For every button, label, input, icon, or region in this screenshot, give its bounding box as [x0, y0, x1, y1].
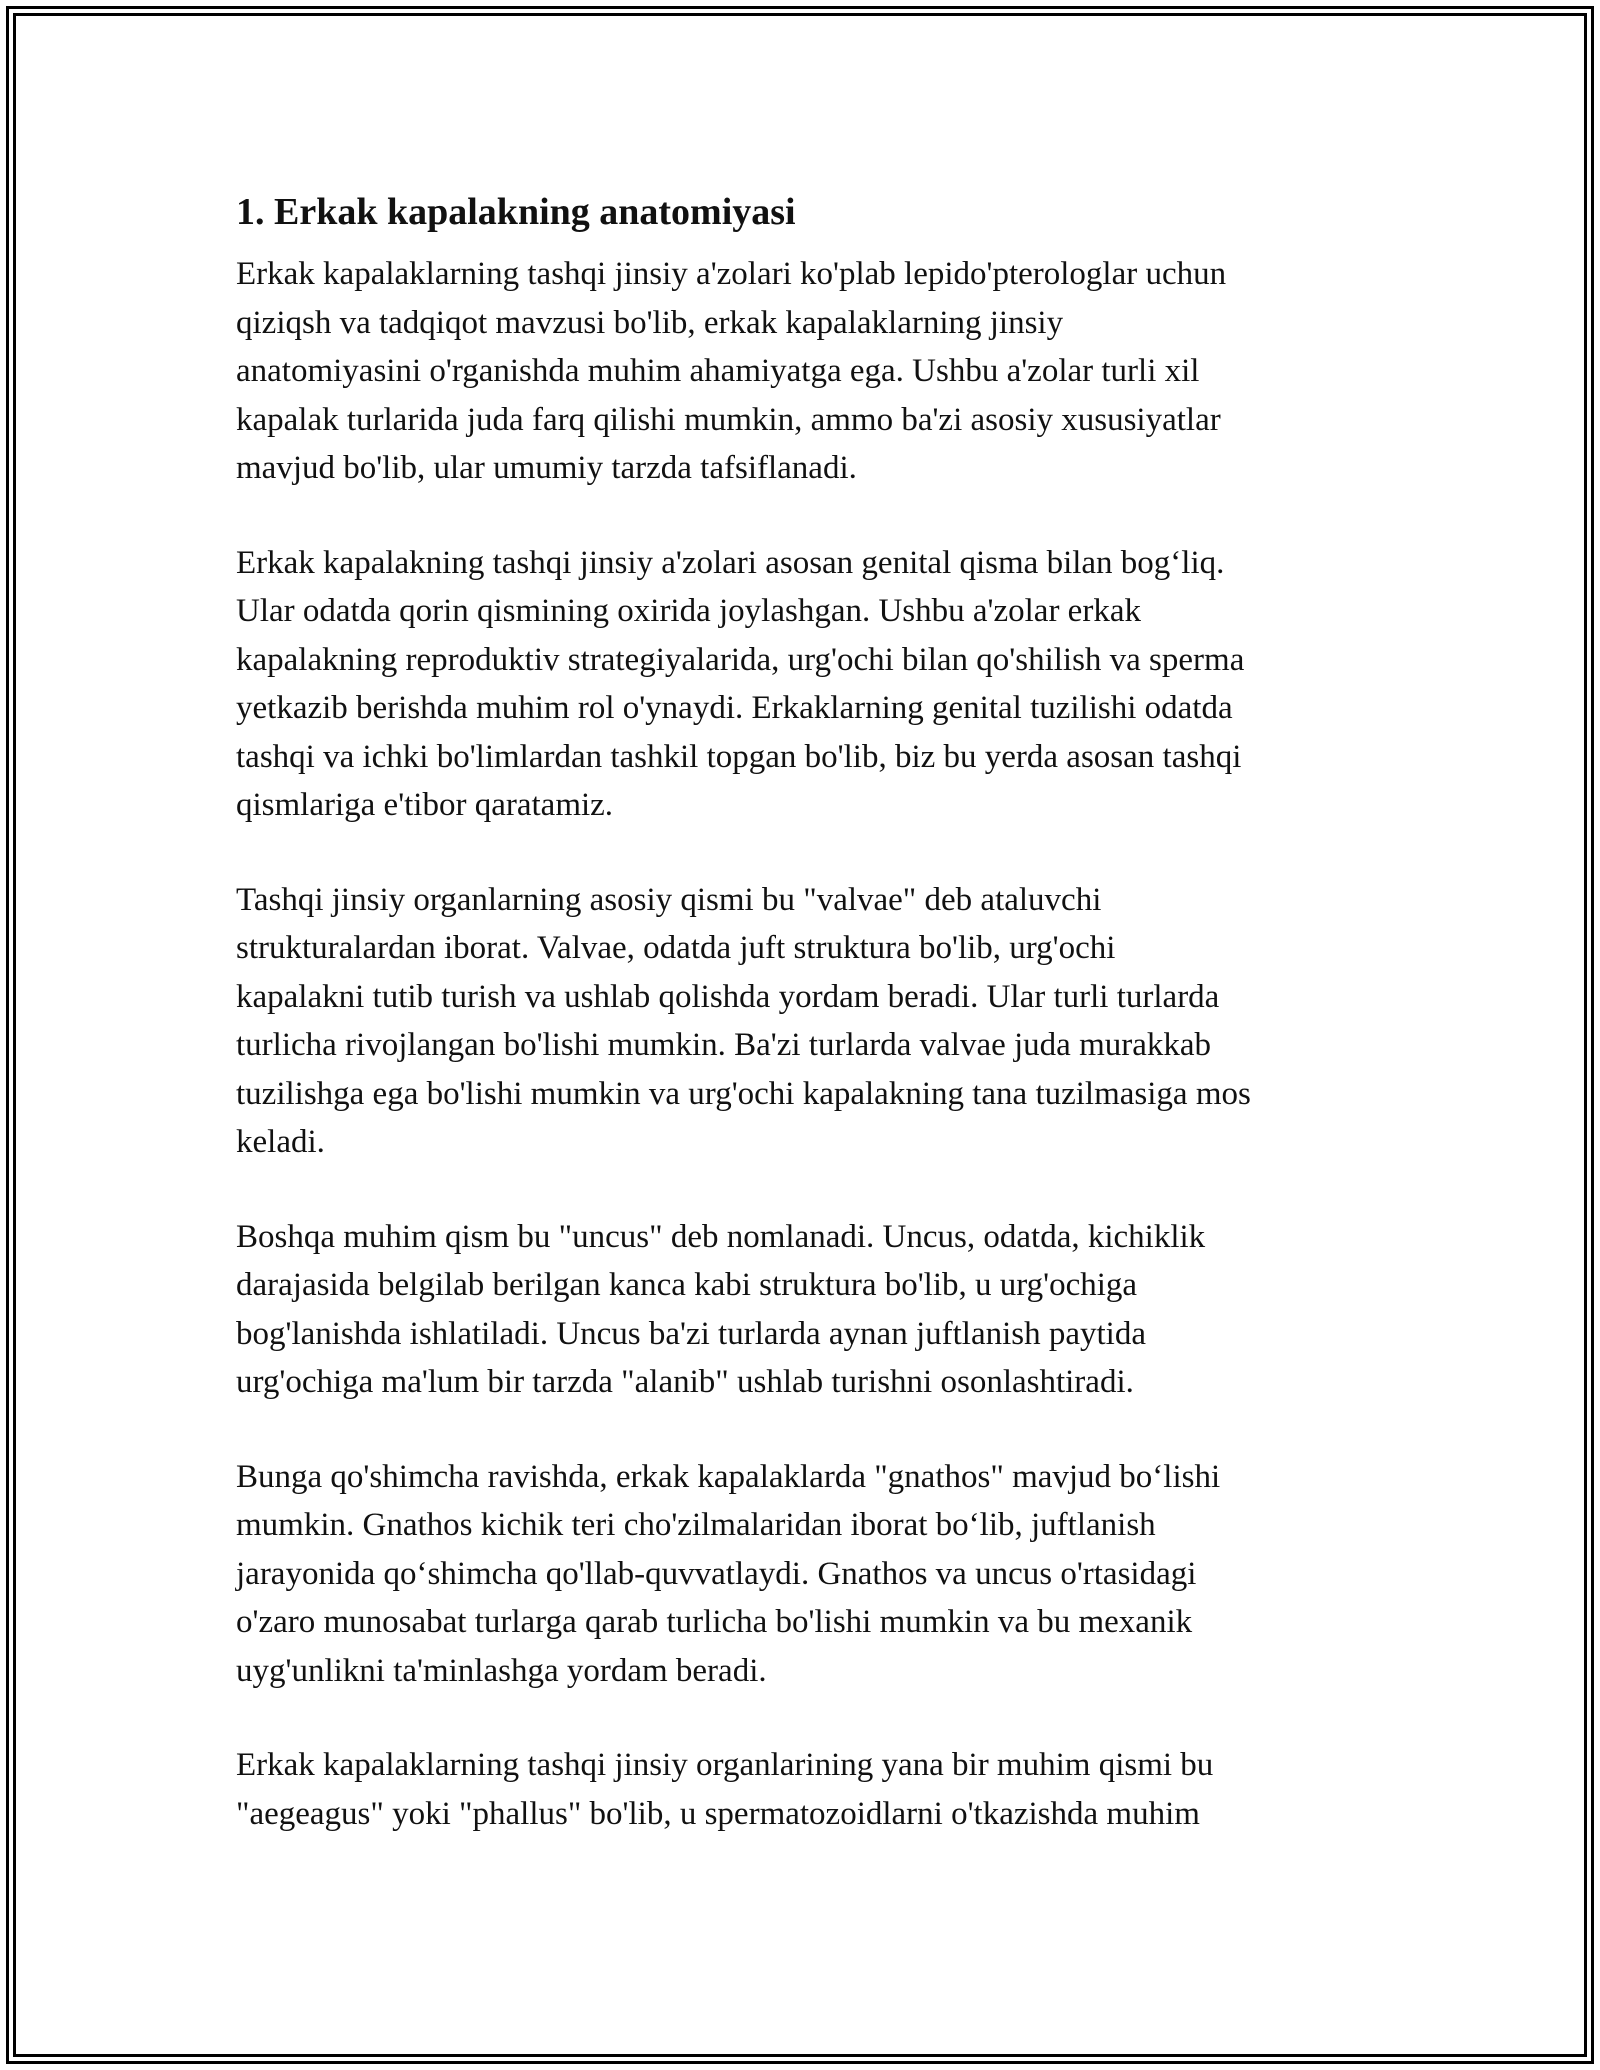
paragraph-2: Erkak kapalakning tashqi jinsiy a'zolari asosan genital qisma bilan bog‘liq. Ular odatda qorin qismining oxirida joylashgan. Ushbu a'zolar erkak kapalakning reproduktiv strategiyalarida, urg'ochi bilan qo'shilish va sperma yetkazib berishda muhim rol o'ynaydi. Erkaklarning genital tuzilishi odatda tashqi va ichki bo'limlardan tashkil topgan bo'lib, biz bu yerda asosan tashqi qismlariga e'tibor qaratamiz.	[236, 544, 1245, 823]
paragraph-5: Bunga qo'shimcha ravishda, erkak kapalaklarda "gnathos" mavjud bo‘lishi mumkin. Gnathos kichik teri cho'zilmalaridan iborat bo‘lib, juftlanish jarayonida qo‘shimcha qo'llab-quvvatlaydi. Gnathos va uncus o'rtasidagi o'zaro munosabat turlarga qarab turlicha bo'lishi mumkin va bu mexanik uyg'unlikni ta'minlashga yordam beradi.	[236, 1458, 1221, 1689]
section-heading: 1. Erkak kapalakning anatomiyasi	[236, 191, 796, 233]
document-body	[236, 186, 1376, 1884]
paragraph-3: Tashqi jinsiy organlarning asosiy qismi bu "valvae" deb ataluvchi strukturalardan iborat. Valvae, odatda juft struktura bo'lib, urg'ochi kapalakni tutib turish va ushlab qolishda yordam beradi. Ular turli turlarda turlicha rivojlangan bo'lishi mumkin. Ba'zi turlarda valvae juda murakkab tuzilishga ega bo'lishi mumkin va urg'ochi kapalakning tana tuzilmasiga mos keladi.	[236, 881, 1251, 1160]
paragraph-4: Boshqa muhim qism bu "uncus" deb nomlanadi. Uncus, odatda, kichiklik darajasida belgilab berilgan kanca kabi struktura bo'lib, u urg'ochiga bog'lanishda ishlatiladi. Uncus ba'zi turlarda aynan juftlanish paytida urg'ochiga ma'lum bir tarzda "alanib" ushlab turishni osonlashtiradi.	[236, 1218, 1206, 1400]
paragraph-6: Erkak kapalaklarning tashqi jinsiy organlarining yana bir muhim qismi bu "aegeagus" yoki "phallus" bo'lib, u spermatozoidlarni o'tkazishda muhim	[236, 1747, 1214, 1832]
paragraph-1: Erkak kapalaklarning tashqi jinsiy a'zolari ko'plab lepido'pterologlar uchun qiziqsh va tadqiqot mavzusi bo'lib, erkak kapalaklarning jinsiy anatomiyasini o'rganishda muhim ahamiyatga ega. Ushbu a'zolar turli xil kapalak turlarida juda farq qilishi mumkin, ammo ba'zi asosiy xususiyatlar mavjud bo'lib, ular umumiy tarzda tafsiflanadi.	[236, 256, 1227, 486]
